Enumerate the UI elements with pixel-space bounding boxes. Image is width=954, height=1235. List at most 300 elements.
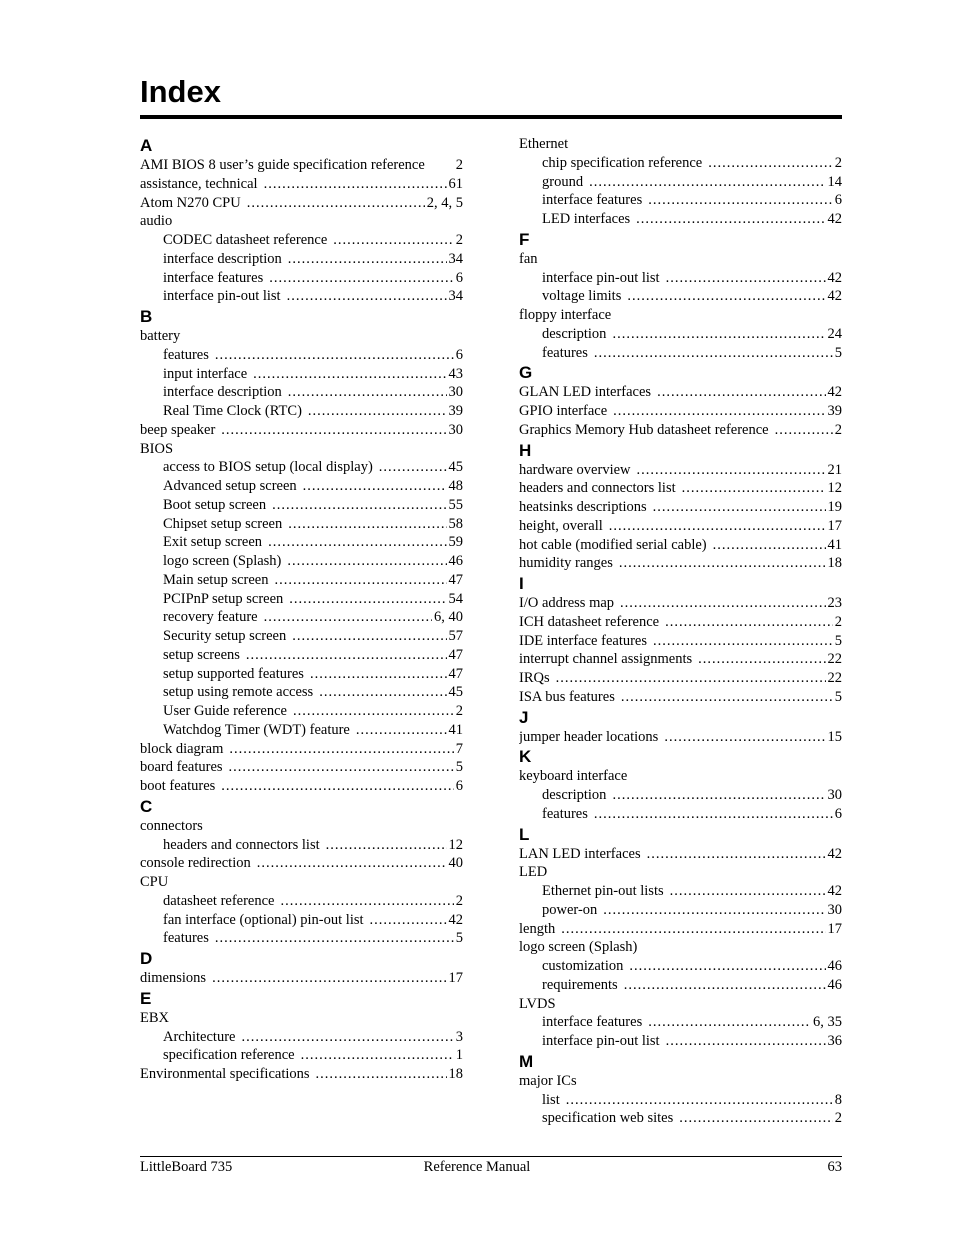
index-entry [519,767,842,786]
index-term: GPIO interface [519,403,608,419]
index-term: setup supported features [163,665,304,682]
index-term: LED [519,864,548,881]
index-page-reference: 30 [448,421,463,438]
dot-leader [292,627,446,646]
index-page-reference: 2 [455,232,463,248]
index-subentry [140,646,463,665]
index-page-reference: 2, 4, 5 [426,194,463,211]
index-page-reference: 47 [448,571,463,588]
index-page-reference: 42 [827,384,842,401]
dot-leader [333,231,453,250]
index-term: fan [519,250,538,267]
index-term: assistance, technical [140,175,258,192]
index-subentry [140,929,463,948]
index-page-reference: 1 [455,1047,463,1064]
index-term: requirements [542,976,618,993]
index-page-reference: 2 [455,703,463,719]
index-term: keyboard interface [519,768,628,785]
index-term: specification reference [163,1047,295,1064]
index-term: audio [140,213,173,230]
index-term: length [519,920,556,937]
index-entry [140,758,463,777]
index-page-reference: 42 [827,211,842,227]
index-entry [519,517,842,536]
index-page-reference: 58 [448,515,463,532]
index-term: humidity ranges [519,555,613,572]
index-subentry [519,269,842,288]
index-page-reference: 6 [834,805,842,822]
dot-leader [215,346,454,365]
index-term: features [163,930,209,947]
index-term: Architecture [163,1028,236,1045]
index-entry [140,440,463,459]
index-term: Ethernet pin-out lists [542,883,664,899]
dot-leader [629,957,825,976]
index-term: input interface [163,365,248,382]
dot-leader [229,740,453,759]
dot-leader [257,854,447,873]
index-page-reference: 19 [827,499,842,515]
index-entry [519,250,842,269]
index-page-reference: 6 [455,269,463,286]
index-subentry [140,515,463,534]
index-subentry [519,1013,842,1032]
index-page-reference: 46 [827,976,842,993]
index-term: interface pin-out list [542,269,660,286]
index-term: Ethernet [519,136,569,152]
index-term: customization [542,958,624,974]
dot-leader [326,836,447,855]
dot-leader [589,173,825,192]
index-term: recovery feature [163,609,258,626]
index-term: Boot setup screen [163,496,267,513]
dot-leader [272,496,446,515]
index-entry [519,461,842,480]
index-page-reference: 47 [448,646,463,663]
index-subentry [519,191,842,210]
index-term: BIOS [140,440,174,457]
index-page-reference: 36 [827,1033,842,1049]
index-term: interface pin-out list [163,288,281,305]
index-term: major ICs [519,1072,577,1089]
dot-leader [621,688,833,707]
index-subentry [140,1028,463,1047]
index-term: Graphics Memory Hub datasheet reference [519,421,769,438]
index-letter-heading: D [140,949,153,968]
index-entry [140,969,463,988]
dot-leader [665,613,833,632]
index-term: battery [140,328,181,344]
index-subentry [519,287,842,306]
dot-leader [620,594,825,613]
dot-leader [215,929,454,948]
index-page-reference: 5 [834,344,842,361]
index-subentry [519,344,842,363]
index-subentry [140,1046,463,1065]
index-term: interface pin-out list [542,1033,660,1049]
index-subentry [519,1109,842,1128]
index-entry [140,1065,463,1084]
index-entry [140,854,463,873]
index-page-reference: 2 [455,157,463,173]
index-subentry [519,210,842,229]
index-page-reference: 42 [827,269,842,286]
index-term: Security setup screen [163,628,287,644]
index-term: logo screen (Splash) [163,553,282,569]
index-entry [519,421,842,440]
index-entry [519,688,842,707]
index-page-reference: 6, 35 [813,1014,842,1031]
index-letter-heading: J [519,707,529,727]
dot-leader [287,287,447,306]
footer-rule [140,1156,842,1157]
dot-leader [288,383,447,402]
dot-leader [253,365,446,384]
index-subentry [140,665,463,684]
index-subentry [519,805,842,824]
dot-leader [287,552,446,571]
index-term: hot cable (modified serial cable) [519,536,707,553]
index-page-reference: 15 [827,728,842,745]
dot-leader [682,479,826,498]
index-subentry [519,976,842,995]
index-subentry [519,786,842,805]
index-term: Main setup screen [163,571,269,588]
index-entry [140,740,463,759]
index-entry [519,632,842,651]
index-term: EBX [140,1009,169,1026]
index-page-reference: 30 [827,787,842,803]
index-page-reference: 30 [448,384,463,401]
index-page-reference: 2 [834,613,842,630]
dot-leader [666,269,826,288]
dot-leader [379,458,447,477]
index-letter-heading: E [140,988,152,1008]
index-letter-heading: G [519,363,533,383]
index-page-reference: 59 [448,534,463,551]
index-term: headers and connectors list [163,836,320,853]
dot-leader [670,882,826,901]
title-rule [140,115,842,119]
index-term: interface description [163,384,282,401]
index-subentry [140,571,463,590]
dot-leader [288,515,446,534]
index-page-reference: 42 [827,883,842,899]
index-page-reference: 2 [834,421,842,438]
dot-leader [679,1109,832,1128]
index-entry [519,498,842,517]
index-term: power-on [542,901,598,918]
index-page-reference: 18 [827,555,842,572]
index-subentry [140,721,463,740]
index-subentry [140,231,463,250]
index-entry [140,194,463,213]
dot-leader [370,911,447,930]
index-letter-heading: C [140,796,153,816]
index-page-reference: 61 [448,175,463,192]
index-entry [140,873,463,892]
index-subentry [519,154,842,173]
index-term: height, overall [519,517,603,534]
index-entry [519,845,842,864]
index-page-reference: 43 [448,365,463,382]
index-page-reference: 21 [827,461,842,478]
index-page-reference: 45 [448,684,463,701]
index-subentry [140,552,463,571]
dot-leader [664,728,825,747]
page-title: Index [140,74,221,109]
index-entry [140,777,463,796]
index-page-reference: 41 [827,536,842,553]
index-entry [519,995,842,1014]
index-term: beep speaker [140,421,216,438]
index-page-reference: 40 [448,855,463,872]
index-entry [519,383,842,402]
index-letter-heading: K [519,747,532,767]
index-letter-heading: I [519,574,524,593]
index-page-reference: 2 [455,892,463,909]
index-page-reference: 7 [455,740,463,757]
dot-leader [289,590,446,609]
index-term: logo screen (Splash) [519,939,638,956]
index-subentry [140,383,463,402]
index-subentry [519,957,842,976]
index-page-reference: 30 [827,901,842,918]
dot-leader [288,250,447,269]
index-term: heatsinks descriptions [519,499,647,515]
dot-leader [264,608,432,627]
index-subentry [140,402,463,421]
index-subentry [519,1032,842,1051]
index-subentry [140,250,463,269]
index-page-reference: 23 [827,595,842,611]
index-subentry [519,901,842,920]
index-page-reference: 12 [827,480,842,497]
index-term: list [542,1091,560,1108]
index-term: IDE interface features [519,632,648,649]
index-page-reference: 41 [448,721,463,738]
index-entry [519,479,842,498]
index-term: GLAN LED interfaces [519,384,652,401]
index-entry [519,920,842,939]
index-term: setup screens [163,646,240,663]
index-entry [140,212,463,231]
dot-leader [698,650,825,669]
index-page-reference: 8 [834,1091,842,1108]
dot-leader [653,632,833,651]
index-subentry [519,173,842,192]
dot-leader [775,421,833,440]
dot-leader [612,325,825,344]
index-page-reference: 18 [448,1066,463,1082]
dot-leader [268,533,446,552]
index-entry [140,327,463,346]
index-entry [140,421,463,440]
index-subentry [140,608,463,627]
index-letter-heading: B [140,307,153,326]
index-subentry [140,590,463,609]
dot-leader [624,976,826,995]
dot-leader [316,1065,447,1084]
index-term: fan interface (optional) pin-out list [163,911,364,928]
index-term: jumper header locations [519,728,659,745]
dot-leader [356,721,447,740]
index-subentry [140,496,463,515]
index-page-reference: 6 [834,192,842,209]
index-entry [519,1072,842,1091]
dot-leader [603,901,825,920]
index-term: datasheet reference [163,892,275,909]
index-subentry [140,458,463,477]
index-entry [519,938,842,957]
index-subentry [140,683,463,702]
index-page-reference: 22 [827,670,842,686]
index-page-reference: 39 [448,403,463,419]
dot-leader [713,536,826,555]
index-letter-heading: A [140,136,153,155]
index-page-reference: 47 [448,665,463,682]
dot-leader [303,477,447,496]
dot-leader [308,402,447,421]
index-entry [519,594,842,613]
index-term: description [542,325,607,342]
index-term: chip specification reference [542,154,703,171]
index-term: boot features [140,778,216,794]
index-page-reference: 42 [827,845,842,862]
index-term: PCIPnP setup screen [163,590,284,607]
index-page-reference: 46 [827,958,842,974]
index-term: headers and connectors list [519,480,676,497]
index-subentry [140,346,463,365]
index-term: interface features [163,269,264,286]
index-term: CODEC datasheet reference [163,232,328,248]
index-term: description [542,787,607,803]
index-page-reference: 39 [827,403,842,419]
index-term: Advanced setup screen [163,478,297,494]
index-term: block diagram [140,740,224,757]
footer-product-name: LittleBoard 735 [140,1159,233,1175]
index-term: ICH datasheet reference [519,613,660,630]
dot-leader [594,344,833,363]
index-page-reference: 6 [455,778,463,794]
index-entry [519,135,842,154]
index-page-reference: 14 [827,173,842,190]
index-subentry [140,911,463,930]
index-page-reference: 5 [834,632,842,649]
dot-leader [657,383,825,402]
index-page-reference: 17 [827,517,842,534]
index-letter-heading: F [519,229,530,249]
index-page-reference: 57 [448,628,463,644]
dot-leader [212,969,446,988]
dot-leader [653,498,826,517]
dot-leader [708,154,833,173]
index-subentry [140,627,463,646]
index-page-reference: 17 [827,920,842,937]
index-term: AMI BIOS 8 user’s guide specification reference [140,157,425,173]
index-entry [140,175,463,194]
dot-leader [613,402,825,421]
index-subentry [140,533,463,552]
dot-leader [666,1032,826,1051]
dot-leader [647,845,826,864]
dot-leader [648,1013,811,1032]
index-page-reference: 48 [448,478,463,494]
index-page-reference: 54 [448,590,463,607]
index-term: interface features [542,192,643,209]
index-term: LAN LED interfaces [519,845,641,862]
dot-leader [648,191,833,210]
dot-leader [247,194,425,213]
index-term: hardware overview [519,461,631,478]
index-page-reference: 46 [448,553,463,569]
index-page-reference: 22 [827,651,842,668]
index-page-reference: 42 [827,288,842,305]
index-term: specification web sites [542,1110,674,1127]
index-page-reference: 6 [455,346,463,363]
dot-leader [264,175,447,194]
dot-leader [319,683,446,702]
footer-document-title: Reference Manual [423,1159,531,1175]
dot-leader [636,210,825,229]
dot-leader [310,665,447,684]
index-page-reference: 12 [448,836,463,853]
index-page-reference: 34 [448,250,463,267]
index-page-reference: 2 [834,154,842,171]
index-term: Real Time Clock (RTC) [163,403,302,419]
index-page-reference: 34 [448,288,463,305]
index-term: features [163,346,209,363]
index-term: Atom N270 CPU [140,194,241,211]
index-term: interrupt channel assignments [519,651,693,668]
dot-leader [612,786,825,805]
index-page-reference: 42 [448,911,463,928]
index-subentry [140,269,463,288]
index-page-reference: 24 [827,325,842,342]
dot-leader [293,702,454,721]
dot-leader [619,554,826,573]
index-term: IRQs [519,670,550,686]
index-entry [519,669,842,688]
index-column-left [140,135,463,1084]
dot-leader [561,920,825,939]
dot-leader [221,421,446,440]
index-page-reference: 5 [455,930,463,947]
index-term: interface description [163,250,282,267]
index-term: interface features [542,1014,643,1031]
index-entry [519,863,842,882]
index-term: I/O address map [519,595,615,611]
index-term: User Guide reference [163,703,287,719]
index-entry [140,156,463,175]
dot-leader [637,461,826,480]
index-term: Chipset setup screen [163,515,283,532]
index-entry [140,1009,463,1028]
index-term: console redirection [140,855,251,872]
index-entry [519,650,842,669]
index-page-reference: 6, 40 [434,609,463,626]
index-term: access to BIOS setup (local display) [163,459,373,476]
index-term: features [542,805,588,822]
index-page-reference: 5 [455,759,463,776]
dot-leader [609,517,826,536]
dot-leader [556,669,826,688]
index-term: features [542,344,588,361]
dot-leader [627,287,825,306]
index-subentry [140,836,463,855]
index-term: Exit setup screen [163,534,263,551]
index-page-reference: 45 [448,459,463,476]
